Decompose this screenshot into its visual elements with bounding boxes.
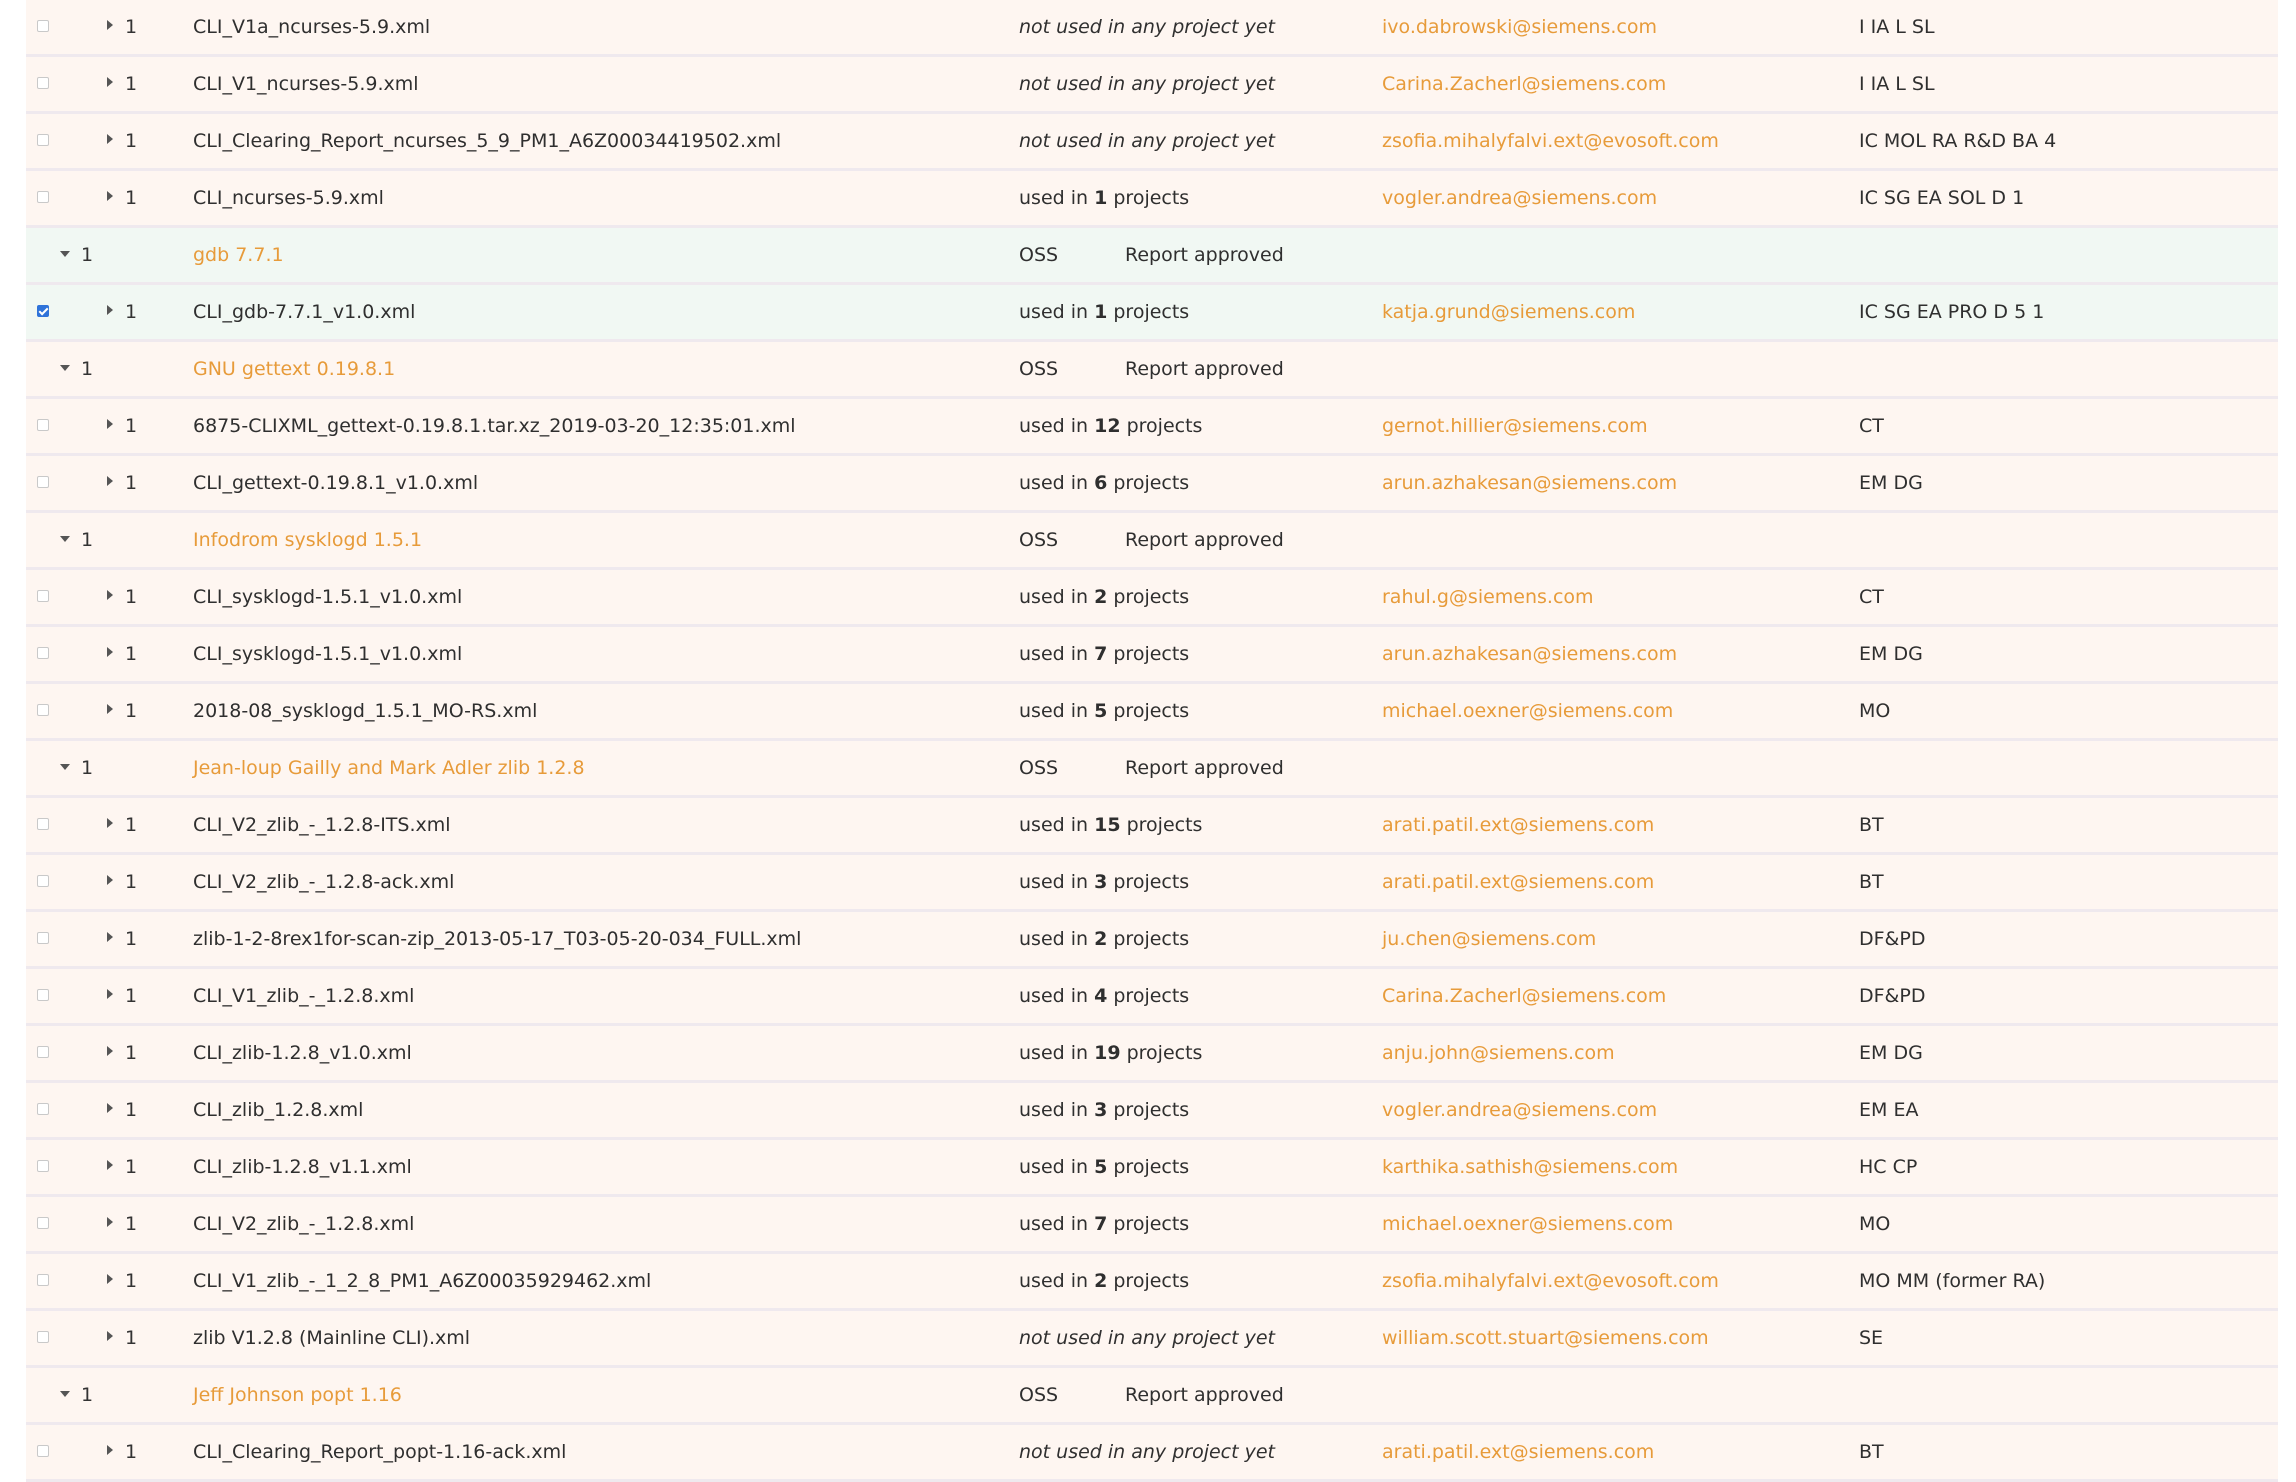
row-checkbox[interactable] [37, 1160, 49, 1172]
usage-text [1019, 627, 1189, 681]
attachment-row[interactable] [26, 1425, 2278, 1482]
row-checkbox[interactable] [37, 818, 49, 830]
release-name-link[interactable]: Jeff Johnson popt 1.16 [193, 1384, 402, 1406]
usage-text [1019, 912, 1189, 966]
attachment-row[interactable] [26, 1026, 2278, 1083]
usage-text [1019, 0, 1275, 54]
row-checkbox[interactable] [37, 1217, 49, 1229]
usage-suffix: projects [1107, 928, 1190, 950]
row-checkbox[interactable] [37, 1046, 49, 1058]
department: EM DG [1859, 643, 1923, 665]
usage-text [1019, 456, 1189, 510]
usage-prefix: used in [1019, 301, 1095, 323]
expand-toggle-icon[interactable] [107, 20, 113, 30]
department: EM DG [1859, 472, 1923, 494]
row-checkbox[interactable] [37, 1445, 49, 1457]
not-used-text: not used in any project yet [1019, 1327, 1275, 1349]
department: HC CP [1859, 1156, 1918, 1178]
department: BT [1859, 1441, 1884, 1463]
uploader-email-link[interactable]: Carina.Zacherl@siemens.com [1382, 985, 1667, 1007]
expand-toggle-icon[interactable] [107, 590, 113, 600]
uploader-email-link[interactable]: vogler.andrea@siemens.com [1382, 187, 1658, 209]
usage-suffix: projects [1107, 871, 1190, 893]
release-row[interactable] [26, 1368, 2278, 1425]
uploader-email-link[interactable]: michael.oexner@siemens.com [1382, 700, 1674, 722]
department: I IA L SL [1859, 16, 1935, 38]
expand-toggle-icon[interactable] [107, 1046, 113, 1056]
usage-suffix: projects [1107, 1270, 1190, 1292]
department: EM DG [1859, 1042, 1923, 1064]
attachment-count: 1 [125, 1213, 138, 1235]
uploader-email-link[interactable]: karthika.sathish@siemens.com [1382, 1156, 1679, 1178]
uploader-email-link[interactable]: katja.grund@siemens.com [1382, 301, 1636, 323]
release-type: OSS [1019, 358, 1059, 380]
attachment-filename: CLI_zlib-1.2.8_v1.0.xml [193, 1042, 412, 1064]
usage-text [1019, 399, 1202, 453]
attachment-row[interactable] [26, 57, 2278, 114]
project-count: 7 [1094, 643, 1108, 665]
expand-toggle-icon[interactable] [107, 77, 113, 87]
project-count: 2 [1094, 586, 1108, 608]
usage-prefix: used in [1019, 814, 1095, 836]
department: DF&PD [1859, 985, 1926, 1007]
usage-text [1019, 171, 1189, 225]
expand-toggle-icon[interactable] [107, 1274, 113, 1284]
usage-text [1019, 1311, 1275, 1365]
not-used-text: not used in any project yet [1019, 16, 1275, 38]
attachment-row[interactable] [26, 1254, 2278, 1311]
attachment-count: 1 [125, 871, 138, 893]
expand-toggle-icon[interactable] [107, 476, 113, 486]
usage-text [1019, 1026, 1202, 1080]
attachment-count: 1 [125, 985, 138, 1007]
attachment-count: 1 [125, 187, 138, 209]
usage-suffix: projects [1107, 586, 1190, 608]
usage-prefix: used in [1019, 1213, 1095, 1235]
clearing-state: Report approved [1125, 358, 1284, 380]
uploader-email-link[interactable]: rahul.g@siemens.com [1382, 586, 1594, 608]
release-row[interactable] [26, 741, 2278, 798]
release-row[interactable] [26, 513, 2278, 570]
attachment-count: 1 [125, 130, 138, 152]
attachment-row[interactable] [26, 570, 2278, 627]
row-checkbox[interactable] [37, 134, 49, 146]
project-count: 5 [1094, 700, 1108, 722]
department: IC MOL RA R&D BA 4 [1859, 130, 2057, 152]
attachment-row[interactable] [26, 1311, 2278, 1368]
department: IC SG EA PRO D 5 1 [1859, 301, 2045, 323]
usage-text [1019, 1197, 1189, 1251]
uploader-email-link[interactable]: Carina.Zacherl@siemens.com [1382, 73, 1667, 95]
uploader-email-link[interactable]: gernot.hillier@siemens.com [1382, 415, 1648, 437]
row-checkbox[interactable] [37, 1274, 49, 1286]
attachment-row[interactable] [26, 969, 2278, 1026]
usage-text [1019, 1140, 1189, 1194]
department: CT [1859, 586, 1884, 608]
uploader-email-link[interactable]: ivo.dabrowski@siemens.com [1382, 16, 1657, 38]
attachment-count: 1 [125, 472, 138, 494]
attachment-filename: CLI_sysklogd-1.5.1_v1.0.xml [193, 586, 463, 608]
row-checkbox[interactable] [37, 77, 49, 89]
attachment-filename: CLI_gettext-0.19.8.1_v1.0.xml [193, 472, 479, 494]
attachment-row[interactable] [26, 285, 2278, 342]
attachment-count: 1 [125, 415, 138, 437]
attachment-row[interactable] [26, 1197, 2278, 1254]
project-count: 3 [1094, 871, 1108, 893]
usage-text [1019, 1425, 1275, 1479]
row-checkbox[interactable] [37, 20, 49, 32]
usage-suffix: projects [1107, 1213, 1190, 1235]
release-count: 1 [81, 358, 94, 380]
usage-prefix: used in [1019, 1099, 1095, 1121]
not-used-text: not used in any project yet [1019, 130, 1275, 152]
release-count: 1 [81, 1384, 94, 1406]
project-count: 2 [1094, 1270, 1108, 1292]
collapse-toggle-icon[interactable] [60, 536, 70, 542]
attachment-count: 1 [125, 73, 138, 95]
attachment-filename: CLI_zlib-1.2.8_v1.1.xml [193, 1156, 412, 1178]
release-type: OSS [1019, 529, 1059, 551]
attachment-count: 1 [125, 16, 138, 38]
release-name-link[interactable]: Infodrom sysklogd 1.5.1 [193, 529, 423, 551]
attachment-row[interactable] [26, 0, 2278, 57]
usage-suffix: projects [1107, 1156, 1190, 1178]
clearing-state: Report approved [1125, 757, 1284, 779]
row-checkbox[interactable] [37, 191, 49, 203]
usage-suffix: projects [1107, 472, 1190, 494]
usage-text [1019, 570, 1189, 624]
attachment-row[interactable] [26, 684, 2278, 741]
expand-toggle-icon[interactable] [107, 932, 113, 942]
expand-toggle-icon[interactable] [107, 1331, 113, 1341]
usage-prefix: used in [1019, 1270, 1095, 1292]
release-name-link[interactable]: Jean-loup Gailly and Mark Adler zlib 1.2.8 [193, 757, 585, 779]
usage-prefix: used in [1019, 928, 1095, 950]
usage-prefix: used in [1019, 472, 1095, 494]
attachment-count: 1 [125, 928, 138, 950]
project-count: 1 [1094, 301, 1108, 323]
row-checkbox[interactable] [37, 932, 49, 944]
department: BT [1859, 871, 1884, 893]
usage-text [1019, 798, 1202, 852]
expand-toggle-icon[interactable] [107, 818, 113, 828]
attachment-count: 1 [125, 301, 138, 323]
attachment-filename: zlib-1-2-8rex1for-scan-zip_2013-05-17_T03-05-20-034_FULL.xml [193, 928, 802, 950]
usage-suffix: projects [1120, 814, 1203, 836]
usage-text [1019, 57, 1275, 111]
expand-toggle-icon[interactable] [107, 704, 113, 714]
usage-prefix: used in [1019, 700, 1095, 722]
release-type: OSS [1019, 244, 1059, 266]
attachment-row[interactable] [26, 1083, 2278, 1140]
expand-toggle-icon[interactable] [107, 1160, 113, 1170]
release-count: 1 [81, 529, 94, 551]
usage-prefix: used in [1019, 187, 1095, 209]
department: MO [1859, 1213, 1891, 1235]
attachment-count: 1 [125, 586, 138, 608]
clearing-state: Report approved [1125, 529, 1284, 551]
usage-text [1019, 1254, 1189, 1308]
department: I IA L SL [1859, 73, 1935, 95]
usage-text [1019, 114, 1275, 168]
attachment-filename: CLI_V2_zlib_-_1.2.8-ack.xml [193, 871, 455, 893]
project-count: 4 [1094, 985, 1108, 1007]
attachment-count: 1 [125, 1099, 138, 1121]
usage-suffix: projects [1107, 985, 1190, 1007]
attachment-filename: CLI_gdb-7.7.1_v1.0.xml [193, 301, 416, 323]
attachment-filename: CLI_V1a_ncurses-5.9.xml [193, 16, 431, 38]
usage-prefix: used in [1019, 586, 1095, 608]
release-count: 1 [81, 244, 94, 266]
uploader-email-link[interactable]: arati.patil.ext@siemens.com [1382, 814, 1655, 836]
uploader-email-link[interactable]: michael.oexner@siemens.com [1382, 1213, 1674, 1235]
project-count: 5 [1094, 1156, 1108, 1178]
project-count: 15 [1094, 814, 1121, 836]
collapse-toggle-icon[interactable] [60, 1391, 70, 1397]
uploader-email-link[interactable]: arati.patil.ext@siemens.com [1382, 871, 1655, 893]
department: IC SG EA SOL D 1 [1859, 187, 2025, 209]
department: MO MM (former RA) [1859, 1270, 2046, 1292]
expand-toggle-icon[interactable] [107, 1217, 113, 1227]
attachment-row[interactable] [26, 855, 2278, 912]
uploader-email-link[interactable]: zsofia.mihalyfalvi.ext@evosoft.com [1382, 130, 1719, 152]
project-count: 3 [1094, 1099, 1108, 1121]
project-count: 12 [1094, 415, 1121, 437]
usage-prefix: used in [1019, 643, 1095, 665]
uploader-email-link[interactable]: vogler.andrea@siemens.com [1382, 1099, 1658, 1121]
expand-toggle-icon[interactable] [107, 305, 113, 315]
row-checkbox[interactable] [37, 989, 49, 1001]
attachment-filename: CLI_zlib_1.2.8.xml [193, 1099, 364, 1121]
project-count: 6 [1094, 472, 1108, 494]
usage-prefix: used in [1019, 1156, 1095, 1178]
usage-suffix: projects [1107, 643, 1190, 665]
row-checkbox[interactable] [37, 647, 49, 659]
attachment-filename: CLI_V2_zlib_-_1.2.8.xml [193, 1213, 415, 1235]
attachment-row[interactable] [26, 627, 2278, 684]
row-checkbox[interactable] [37, 1331, 49, 1343]
not-used-text: not used in any project yet [1019, 1441, 1275, 1463]
row-checkbox[interactable] [37, 476, 49, 488]
attachment-filename: 6875-CLIXML_gettext-0.19.8.1.tar.xz_2019-03-20_12:35:01.xml [193, 415, 796, 437]
attachment-filename: CLI_V1_ncurses-5.9.xml [193, 73, 419, 95]
usage-suffix: projects [1107, 700, 1190, 722]
row-checkbox[interactable] [37, 590, 49, 602]
expand-toggle-icon[interactable] [107, 191, 113, 201]
attachment-count: 1 [125, 1042, 138, 1064]
usage-suffix: projects [1120, 415, 1203, 437]
uploader-email-link[interactable]: arati.patil.ext@siemens.com [1382, 1441, 1655, 1463]
usage-suffix: projects [1107, 301, 1190, 323]
usage-text [1019, 684, 1189, 738]
project-count: 19 [1094, 1042, 1121, 1064]
row-checkbox[interactable] [37, 1103, 49, 1115]
row-checkbox[interactable] [37, 704, 49, 716]
collapse-toggle-icon[interactable] [60, 365, 70, 371]
release-type: OSS [1019, 757, 1059, 779]
collapse-toggle-icon[interactable] [60, 764, 70, 770]
attachment-row[interactable] [26, 399, 2278, 456]
usage-suffix: projects [1107, 187, 1190, 209]
attachment-count: 1 [125, 1270, 138, 1292]
usage-prefix: used in [1019, 871, 1095, 893]
release-name-link[interactable]: GNU gettext 0.19.8.1 [193, 358, 396, 380]
not-used-text: not used in any project yet [1019, 73, 1275, 95]
expand-toggle-icon[interactable] [107, 419, 113, 429]
uploader-email-link[interactable]: william.scott.stuart@siemens.com [1382, 1327, 1709, 1349]
release-row[interactable] [26, 342, 2278, 399]
uploader-email-link[interactable]: arun.azhakesan@siemens.com [1382, 643, 1678, 665]
attachment-row[interactable] [26, 114, 2278, 171]
release-name-link[interactable]: gdb 7.7.1 [193, 244, 284, 266]
department: BT [1859, 814, 1884, 836]
project-count: 1 [1094, 187, 1108, 209]
usage-prefix: used in [1019, 415, 1095, 437]
attachment-filename: CLI_V1_zlib_-_1_2_8_PM1_A6Z00035929462.xml [193, 1270, 652, 1292]
usage-text [1019, 285, 1189, 339]
attachment-filename: CLI_Clearing_Report_ncurses_5_9_PM1_A6Z00034419502.xml [193, 130, 782, 152]
uploader-email-link[interactable]: ju.chen@siemens.com [1382, 928, 1597, 950]
usage-suffix: projects [1107, 1099, 1190, 1121]
usage-text [1019, 969, 1189, 1023]
clearing-state: Report approved [1125, 1384, 1284, 1406]
attachment-filename: CLI_V2_zlib_-_1.2.8-ITS.xml [193, 814, 451, 836]
usage-prefix: used in [1019, 1042, 1095, 1064]
usage-text [1019, 855, 1189, 909]
attachment-count: 1 [125, 1327, 138, 1349]
attachment-row[interactable] [26, 456, 2278, 513]
project-count: 2 [1094, 928, 1108, 950]
department: DF&PD [1859, 928, 1926, 950]
department: SE [1859, 1327, 1884, 1349]
attachment-filename: CLI_ncurses-5.9.xml [193, 187, 384, 209]
attachment-count: 1 [125, 643, 138, 665]
row-checkbox[interactable] [37, 875, 49, 887]
attachment-count: 1 [125, 700, 138, 722]
attachment-usage-table [26, 0, 2278, 1482]
release-count: 1 [81, 757, 94, 779]
collapse-toggle-icon[interactable] [60, 251, 70, 257]
attachment-filename: CLI_sysklogd-1.5.1_v1.0.xml [193, 643, 463, 665]
uploader-email-link[interactable]: anju.john@siemens.com [1382, 1042, 1615, 1064]
attachment-count: 1 [125, 1441, 138, 1463]
attachment-filename: zlib V1.2.8 (Mainline CLI).xml [193, 1327, 471, 1349]
expand-toggle-icon[interactable] [107, 647, 113, 657]
attachment-filename: CLI_V1_zlib_-_1.2.8.xml [193, 985, 415, 1007]
row-checkbox[interactable] [37, 305, 49, 317]
expand-toggle-icon[interactable] [107, 875, 113, 885]
expand-toggle-icon[interactable] [107, 1445, 113, 1455]
attachment-row[interactable] [26, 171, 2278, 228]
attachment-row[interactable] [26, 912, 2278, 969]
expand-toggle-icon[interactable] [107, 989, 113, 999]
attachment-count: 1 [125, 1156, 138, 1178]
attachment-filename: 2018-08_sysklogd_1.5.1_MO-RS.xml [193, 700, 538, 722]
uploader-email-link[interactable]: zsofia.mihalyfalvi.ext@evosoft.com [1382, 1270, 1719, 1292]
attachment-row[interactable] [26, 798, 2278, 855]
usage-prefix: used in [1019, 985, 1095, 1007]
project-count: 7 [1094, 1213, 1108, 1235]
release-row[interactable] [26, 228, 2278, 285]
attachment-row[interactable] [26, 1140, 2278, 1197]
attachment-filename: CLI_Clearing_Report_popt-1.16-ack.xml [193, 1441, 567, 1463]
department: EM EA [1859, 1099, 1919, 1121]
usage-text [1019, 1083, 1189, 1137]
clearing-state: Report approved [1125, 244, 1284, 266]
usage-suffix: projects [1120, 1042, 1203, 1064]
expand-toggle-icon[interactable] [107, 1103, 113, 1113]
uploader-email-link[interactable]: arun.azhakesan@siemens.com [1382, 472, 1678, 494]
department: CT [1859, 415, 1884, 437]
release-type: OSS [1019, 1384, 1059, 1406]
department: MO [1859, 700, 1891, 722]
expand-toggle-icon[interactable] [107, 134, 113, 144]
row-checkbox[interactable] [37, 419, 49, 431]
attachment-count: 1 [125, 814, 138, 836]
